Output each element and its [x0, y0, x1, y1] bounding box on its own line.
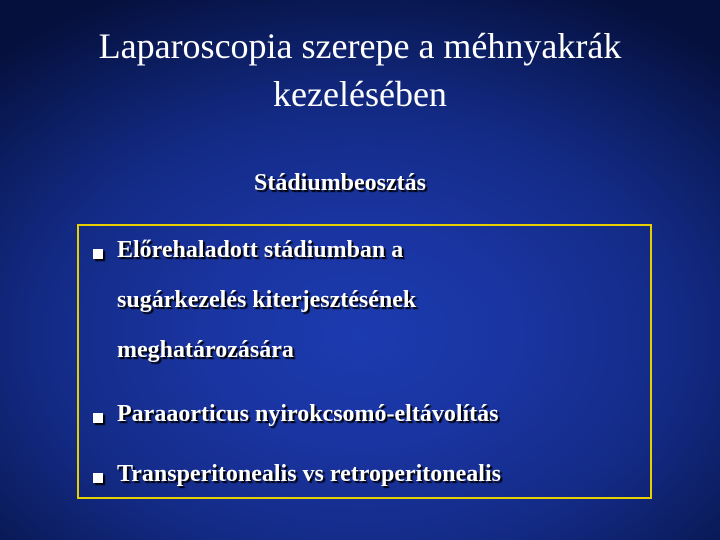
square-bullet-icon	[93, 413, 103, 423]
square-bullet-icon	[93, 249, 103, 259]
slide-title-line-2: kezelésében	[273, 74, 447, 114]
square-bullet-icon	[93, 473, 103, 483]
bullet-text-line: Előrehaladott stádiumban a	[117, 237, 404, 263]
bullet-text	[117, 225, 617, 375]
bullet-text-line: meghatározására	[117, 337, 294, 363]
bullet-list-box	[77, 224, 652, 499]
bullet-text: Paraaorticus nyirokcsomó-eltávolítás	[117, 401, 499, 427]
bullet-text: Transperitonealis vs retroperitonealis	[117, 461, 501, 487]
slide-subtitle: Stádiumbeosztás	[253, 170, 427, 196]
bullet-text-line: sugárkezelés kiterjesztésének	[117, 287, 417, 313]
slide-title	[20, 22, 700, 118]
slide-title-line-1: Laparoscopia szerepe a méhnyakrák	[98, 26, 622, 66]
